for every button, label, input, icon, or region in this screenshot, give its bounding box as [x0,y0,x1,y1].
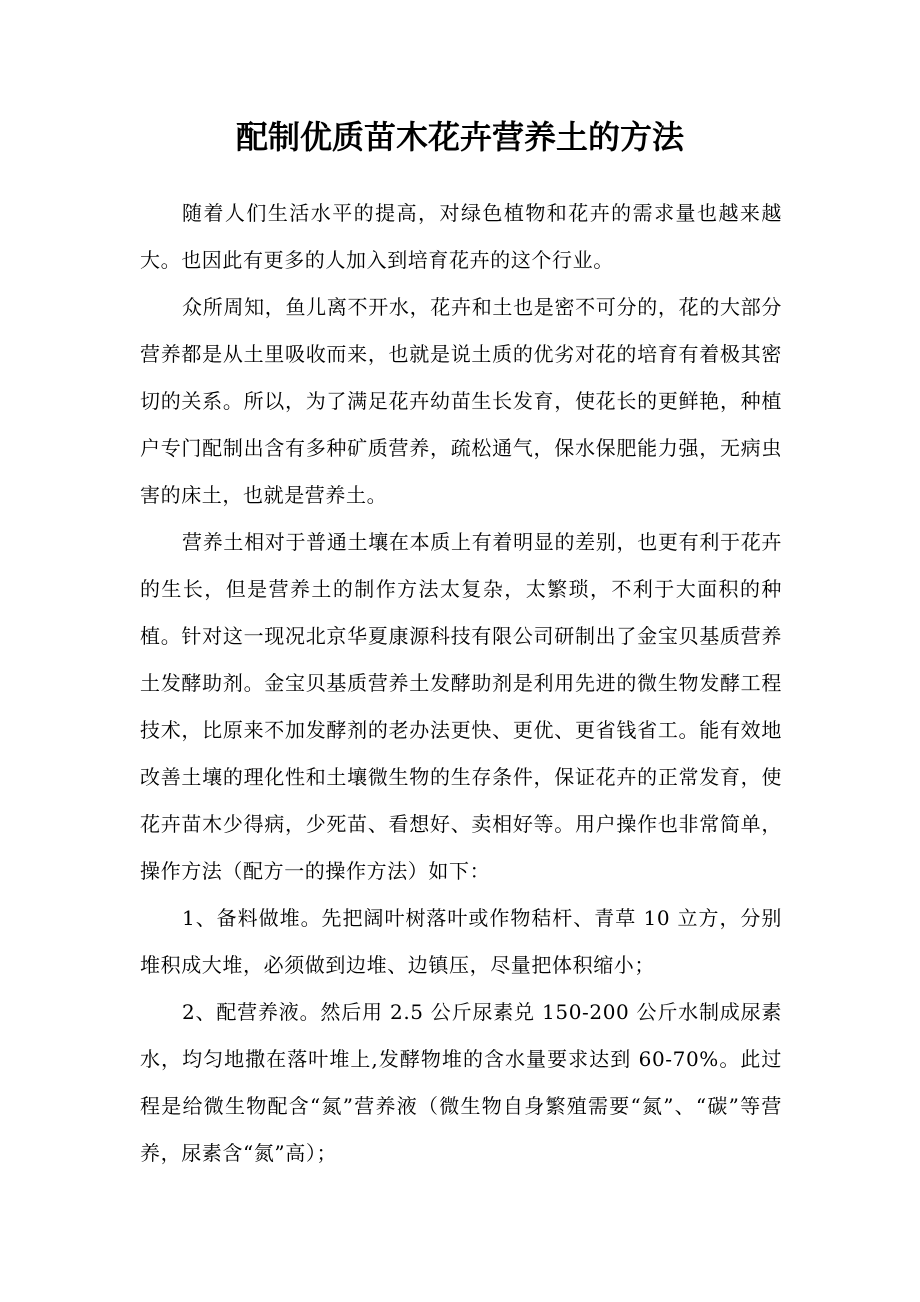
document-title: 配制优质苗木花卉营养土的方法 [235,118,684,156]
paragraph-intro: 随着人们生活水平的提高，对绿色植物和花卉的需求量也越来越大。也因此有更多的人加入到培育花卉的这个行业。 [140,201,782,272]
paragraph-soil-importance: 众所周知，鱼儿离不开水，花卉和土也是密不可分的，花的大部分营养都是从土里吸收而来，也就是说土质的优劣对花的培育有着极其密切的关系。所以，为了满足花卉幼苗生长发育，使花长的更鲜艳，种植户专门配制出含有多种矿质营养，疏松通气，保水保肥能力强，无病虫害的床土，也就是营养土。 [140,295,782,507]
paragraph-product-intro: 营养土相对于普通土壤在本质上有着明显的差别，也更有利于花卉的生长，但是营养土的制作方法太复杂，太繁琐，不利于大面积的种植。针对这一现况北京华夏康源科技有限公司研制出了金宝贝基质营养土发酵助剂。金宝贝基质营养土发酵助剂是利用先进的微生物发酵工程技术，比原来不加发酵剂的老办法更快、更优、更省钱省工。能有效地改善土壤的理化性和土壤微生物的生存条件，保证花卉的正常发育，使花卉苗木少得病，少死苗、看想好、卖相好等。用户操作也非常简单，操作方法（配方一的操作方法）如下： [140,530,782,883]
paragraph-step-1: 1、备料做堆。先把阔叶树落叶或作物秸杆、青草 10 立方，分别堆积成大堆，必须做到边堆、边镇压，尽量把体积缩小； [140,906,782,977]
paragraph-step-2: 2、配营养液。然后用 2.5 公斤尿素兑 150-200 公斤水制成尿素水，均匀地撒在落叶堆上,发酵物堆的含水量要求达到 60-70%。此过程是给微生物配含“氮”营养液（微生物自身繁殖需要“氮”、“碳”等营养，尿素含“氮”高）； [140,1000,782,1165]
document-body [140,190,782,1177]
